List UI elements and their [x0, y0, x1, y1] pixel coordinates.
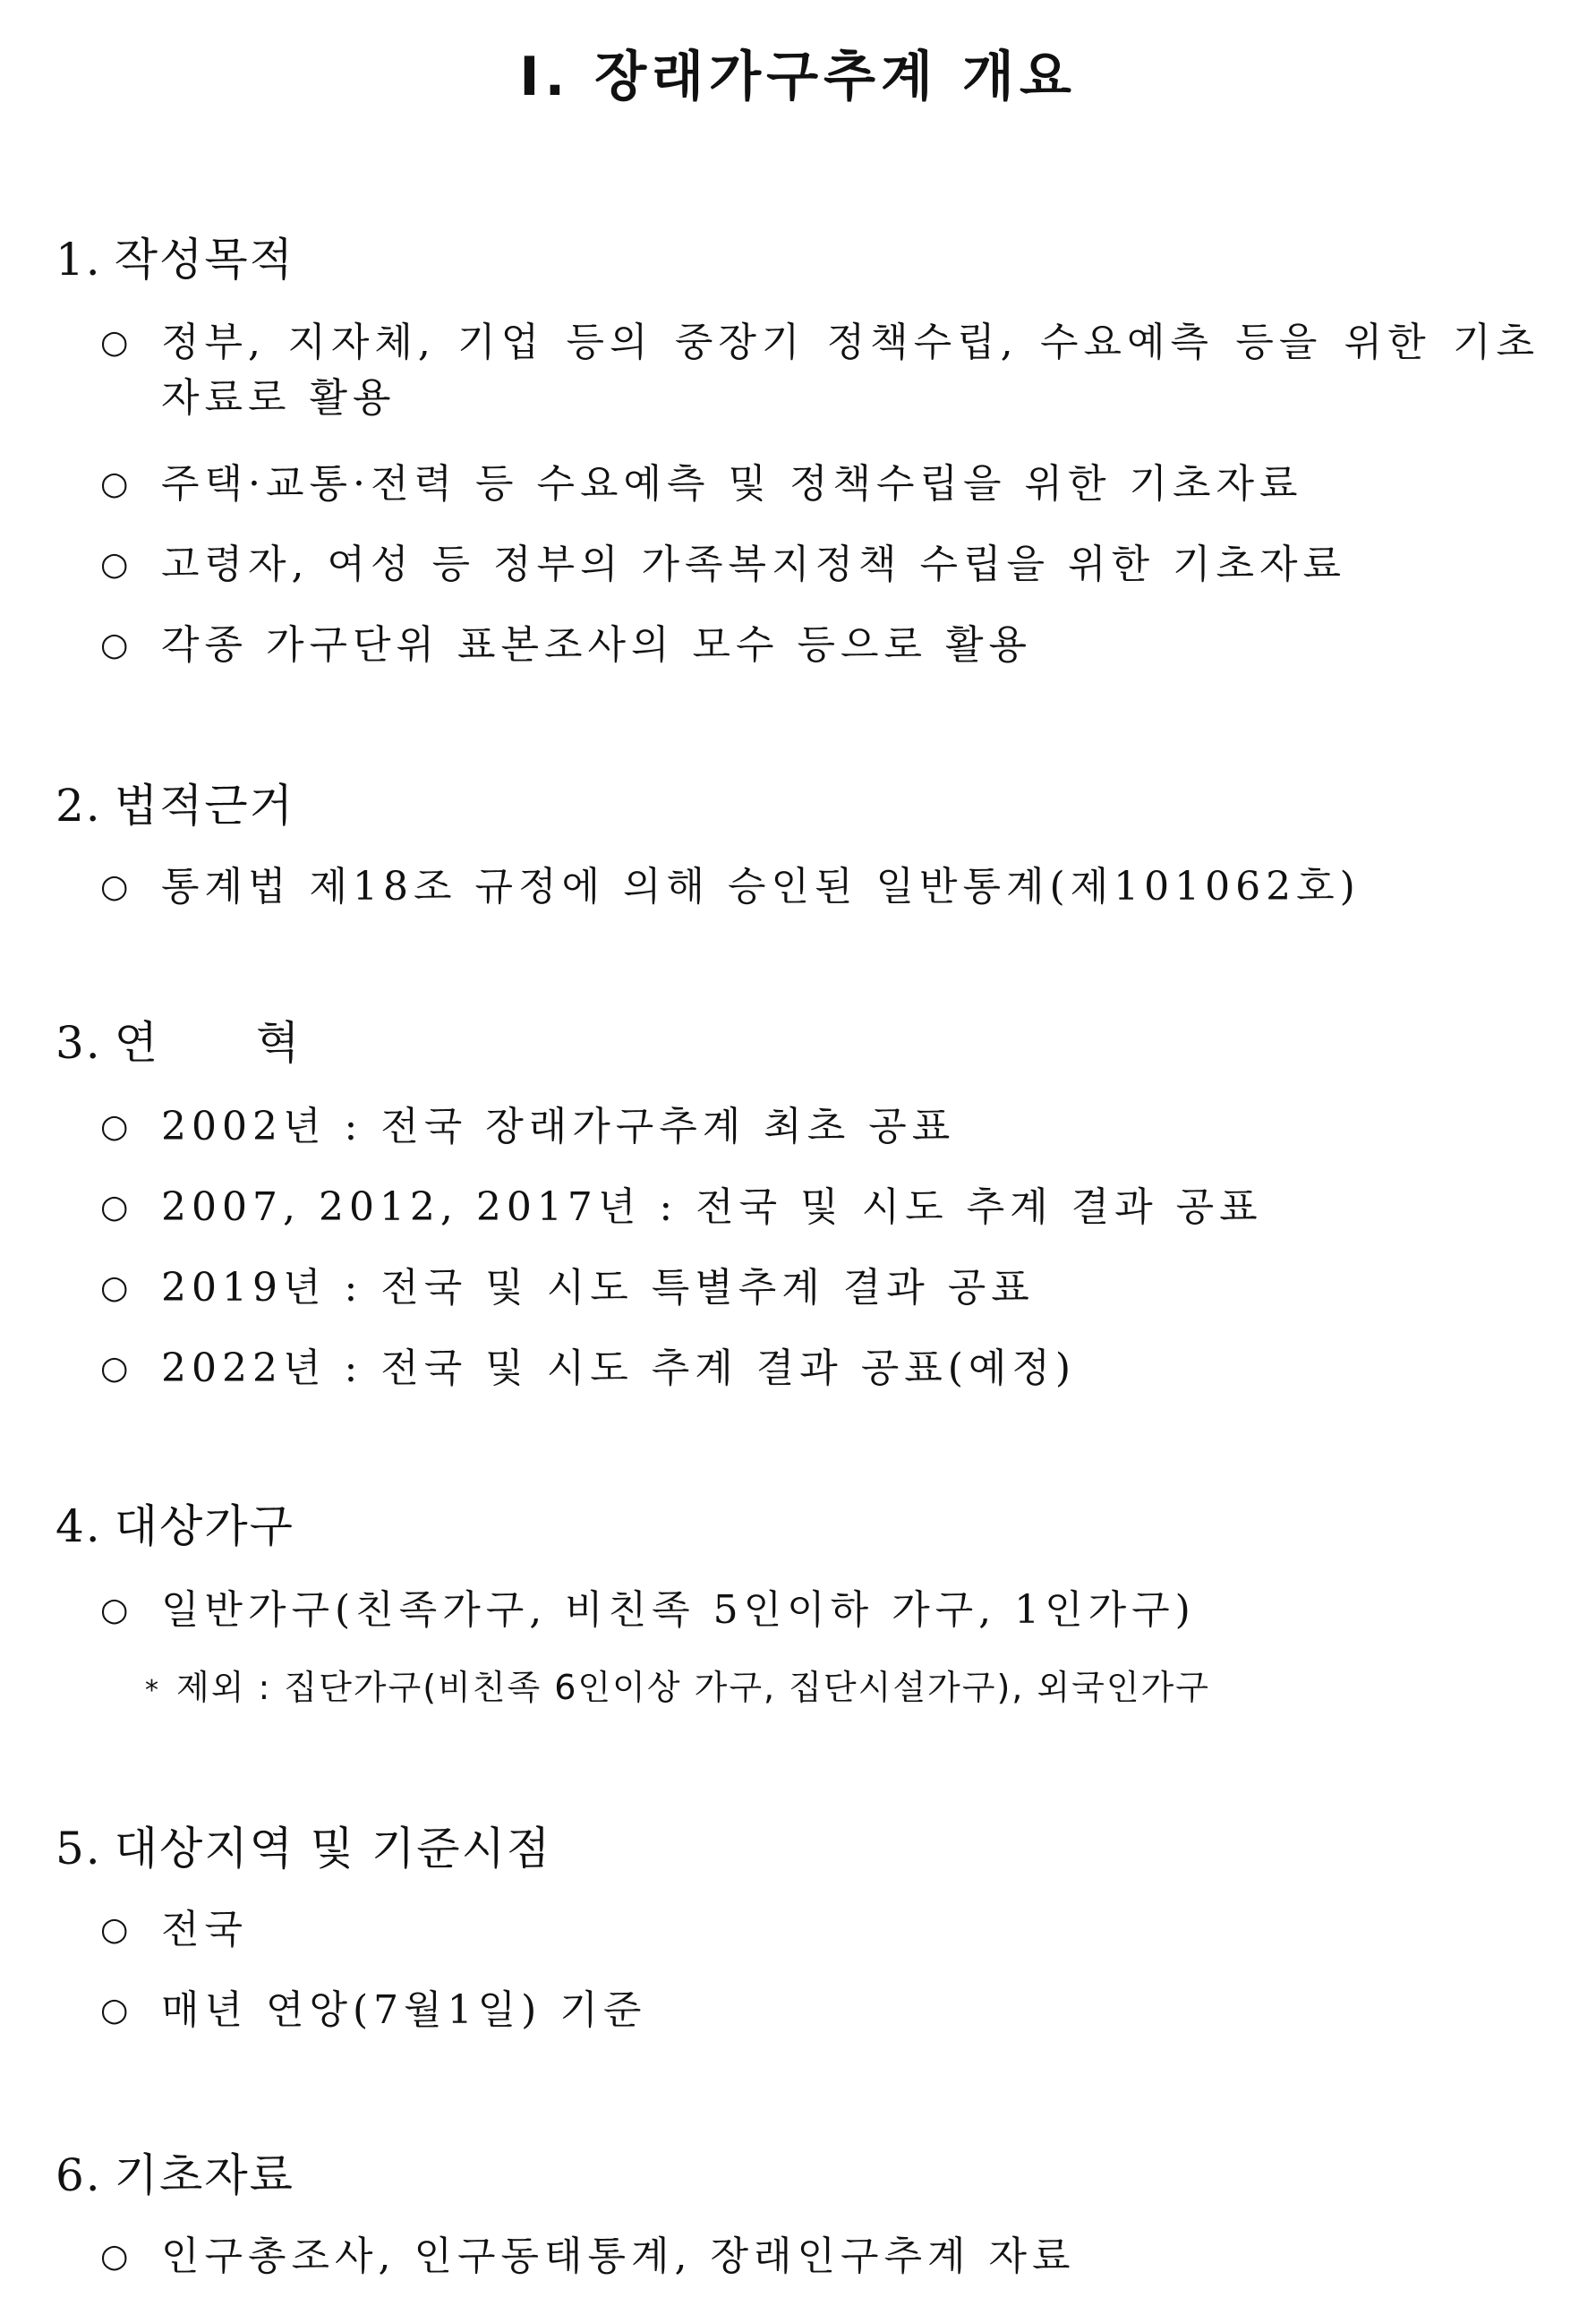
section-title: 대상가구	[114, 1500, 294, 1552]
section-number: 4.	[55, 1500, 102, 1552]
circle-bullet-icon: ○	[100, 627, 129, 663]
section-number: 3.	[55, 1017, 102, 1069]
list-item: ○ 2007, 2012, 2017년 : 전국 및 시도 추계 결과 공표	[100, 1180, 1263, 1235]
circle-bullet-icon: ○	[100, 324, 129, 361]
asterisk-icon: *	[145, 1675, 160, 1706]
footnote	[145, 1665, 1210, 1713]
list-item: ○ 일반가구(친족가구, 비친족 5인이하 가구, 1인가구)	[100, 1583, 1196, 1638]
list-item: ○ 2019년 : 전국 및 시도 특별추계 결과 공표	[100, 1260, 1035, 1316]
section-4-heading	[55, 1490, 294, 1555]
circle-bullet-icon: ○	[100, 546, 129, 583]
section-5-heading	[55, 1813, 551, 1877]
page-title: Ⅰ. 장래가구추계 개요	[519, 46, 1077, 108]
circle-bullet-icon: ○	[100, 1350, 129, 1387]
list-item: ○ 2002년 : 전국 장래가구추계 최초 공표	[100, 1099, 955, 1155]
section-title: 연혁	[114, 1017, 398, 1069]
section-title: 대상지역 및 기준시점	[114, 1823, 552, 1875]
list-item: ○ 정부, 지자체, 기업 등의 중장기 정책수립, 수요예측 등을 위한 기초자료로 활용	[100, 315, 1540, 426]
footnote-text: 제외 : 집단가구(비친족 6인이상 가구, 집단시설가구), 외국인가구	[176, 1668, 1210, 1707]
list-item: ○ 각종 가구단위 표본조사의 모수 등으로 활용	[100, 618, 1032, 673]
circle-bullet-icon: ○	[100, 1108, 129, 1145]
circle-bullet-icon: ○	[100, 1592, 129, 1628]
section-number: 6.	[55, 2149, 102, 2201]
section-6-heading	[55, 2139, 294, 2204]
list-item: ○ 매년 연앙(7월1일) 기준	[100, 1983, 646, 2038]
list-item: ○ 인구총조사, 인구동태통계, 장래인구추계 자료	[100, 2229, 1076, 2285]
list-item: ○ 전국	[100, 1902, 248, 1958]
circle-bullet-icon: ○	[100, 1911, 129, 1948]
circle-bullet-icon: ○	[100, 868, 129, 905]
circle-bullet-icon: ○	[100, 465, 129, 502]
section-1-heading	[55, 224, 294, 288]
list-item: ○ 고령자, 여성 등 정부의 가족복지정책 수립을 위한 기초자료	[100, 537, 1346, 593]
section-title: 기초자료	[114, 2149, 294, 2201]
list-item: ○ 통계법 제18조 규정에 의해 승인된 일반통계(제101062호)	[100, 859, 1361, 915]
section-3-heading	[55, 1007, 397, 1072]
circle-bullet-icon: ○	[100, 1269, 129, 1306]
circle-bullet-icon: ○	[100, 1992, 129, 2028]
section-number: 5.	[55, 1823, 102, 1875]
section-number: 1.	[55, 234, 102, 286]
list-item: ○ 2022년 : 전국 및 시도 추계 결과 공표(예정)	[100, 1341, 1076, 1396]
section-title: 법적근거	[114, 780, 294, 832]
section-number: 2.	[55, 780, 102, 832]
list-item: ○ 주택·교통·전력 등 수요예측 및 정책수립을 위한 기초자료	[100, 457, 1302, 512]
section-2-heading	[55, 770, 294, 834]
circle-bullet-icon: ○	[100, 2238, 129, 2275]
section-title: 작성목적	[114, 234, 294, 286]
circle-bullet-icon: ○	[100, 1189, 129, 1226]
